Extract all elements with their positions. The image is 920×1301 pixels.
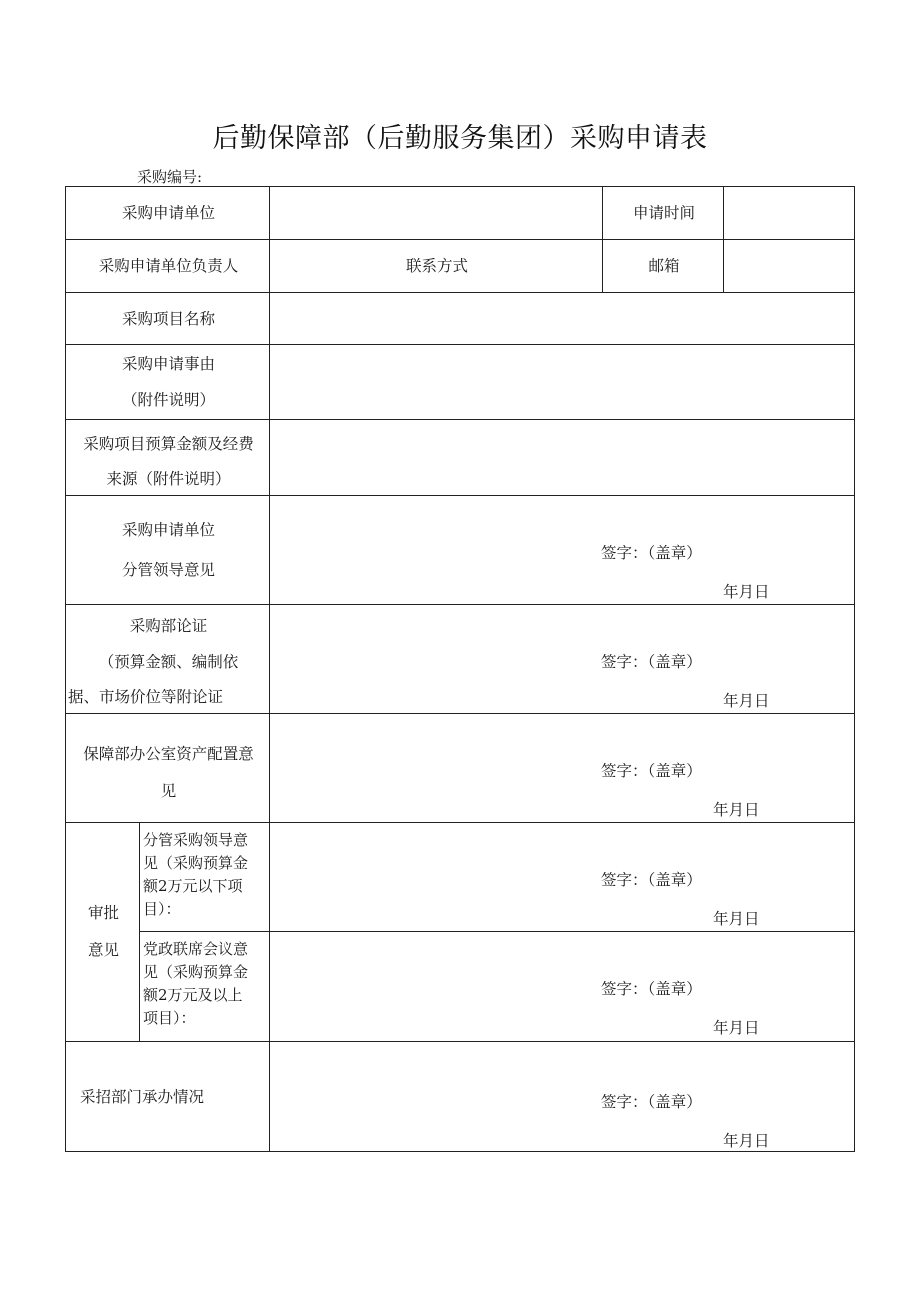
handling-label-cell bbox=[65, 1041, 270, 1152]
reason-label-cell bbox=[65, 344, 270, 420]
contact-label: 联系方式 bbox=[405, 257, 468, 275]
procurement-form-table bbox=[65, 186, 855, 1152]
approval-sub1-text bbox=[143, 829, 268, 921]
reason-label-line2: （附件说明） bbox=[121, 391, 215, 409]
approval-sub1-line: 目）： bbox=[143, 900, 181, 918]
approval-sub2-label-cell bbox=[139, 931, 270, 1042]
leader-label-cell bbox=[65, 495, 270, 605]
approval-sub2-line: 额2万元及以上 bbox=[143, 986, 243, 1004]
leader-sign-label: 签字：（盖章） bbox=[601, 544, 702, 562]
leader-label-line1: 采购申请单位 bbox=[121, 521, 215, 539]
handling-label: 采招部门承办情况 bbox=[80, 1088, 205, 1106]
dept-label-line1: 采购部论证 bbox=[129, 617, 208, 635]
reason-label-line1: 采购申请事由 bbox=[121, 355, 215, 373]
contact-cell[interactable] bbox=[269, 239, 603, 293]
approval-sub2-line: 党政联席会议意 bbox=[143, 940, 249, 958]
approval-sub2-text bbox=[143, 938, 268, 1030]
leader-date-label: 年月日 bbox=[723, 583, 770, 601]
time-value-cell[interactable] bbox=[723, 186, 855, 240]
email-value-cell[interactable] bbox=[723, 239, 855, 293]
dept-date-label: 年月日 bbox=[723, 692, 770, 710]
approval-sub2-sign-label: 签字：（盖章） bbox=[601, 980, 702, 998]
dept-sign-label: 签字：（盖章） bbox=[601, 653, 702, 671]
unit-value-cell[interactable] bbox=[269, 186, 603, 240]
email-label: 邮箱 bbox=[648, 257, 680, 275]
approval-sub2-date-label: 年月日 bbox=[713, 1019, 760, 1037]
dept-label-cell bbox=[65, 604, 270, 714]
budget-value-cell[interactable] bbox=[269, 419, 855, 496]
office-label-line1: 保障部办公室资产配置意 bbox=[83, 745, 254, 763]
office-opinion-cell[interactable] bbox=[269, 713, 855, 823]
office-label-line2: 见 bbox=[160, 782, 177, 800]
approval-label-line1: 审批 bbox=[87, 904, 119, 922]
approval-sub1-sign-label: 签字：（盖章） bbox=[601, 871, 702, 889]
dept-label-line2: （预算金额、编制依 bbox=[98, 653, 239, 671]
email-label-cell bbox=[602, 239, 724, 293]
leader-label-line2: 分管领导意见 bbox=[121, 561, 215, 579]
approval-label-cell bbox=[65, 822, 140, 1042]
time-label-cell bbox=[602, 186, 724, 240]
approval-sub1-label-cell bbox=[139, 822, 270, 932]
approval-sub2-line: 见（采购预算金 bbox=[143, 963, 249, 981]
form-title: 后勤保障部（后勤服务集团）采购申请表 bbox=[212, 123, 708, 154]
approval-sub2-opinion-cell[interactable] bbox=[269, 931, 855, 1042]
head-label: 采购申请单位负责人 bbox=[98, 257, 239, 275]
budget-label-cell bbox=[65, 419, 270, 496]
leader-opinion-cell[interactable] bbox=[269, 495, 855, 605]
handling-opinion-cell[interactable] bbox=[269, 1041, 855, 1152]
serial-number-label: 采购编号: bbox=[137, 168, 203, 186]
time-label: 申请时间 bbox=[632, 204, 695, 222]
approval-sub1-date-label: 年月日 bbox=[713, 910, 760, 928]
project-label-cell bbox=[65, 292, 270, 345]
dept-opinion-cell[interactable] bbox=[269, 604, 855, 714]
office-date-label: 年月日 bbox=[713, 801, 760, 819]
approval-sub1-line: 分管采购领导意 bbox=[143, 831, 249, 849]
approval-sub1-opinion-cell[interactable] bbox=[269, 822, 855, 932]
approval-sub1-line: 额2万元以下项 bbox=[143, 877, 243, 895]
office-label-cell bbox=[65, 713, 270, 823]
approval-sub1-line: 见（采购预算金 bbox=[143, 854, 249, 872]
handling-sign-label: 签字：（盖章） bbox=[601, 1093, 702, 1111]
unit-label: 采购申请单位 bbox=[121, 204, 215, 222]
head-label-cell bbox=[65, 239, 270, 293]
approval-label-line2: 意见 bbox=[87, 941, 119, 959]
approval-sub2-line: 项目）： bbox=[143, 1009, 196, 1027]
project-value-cell[interactable] bbox=[269, 292, 855, 345]
unit-label-cell bbox=[65, 186, 270, 240]
reason-value-cell[interactable] bbox=[269, 344, 855, 420]
handling-date-label: 年月日 bbox=[723, 1132, 770, 1150]
project-label: 采购项目名称 bbox=[121, 310, 215, 328]
office-sign-label: 签字：（盖章） bbox=[601, 762, 702, 780]
budget-label-line2: 来源（附件说明） bbox=[106, 470, 231, 488]
dept-label-line3: 据、市场价位等附论证 bbox=[68, 688, 224, 706]
budget-label-line1: 采购项目预算金额及经费 bbox=[83, 435, 254, 453]
